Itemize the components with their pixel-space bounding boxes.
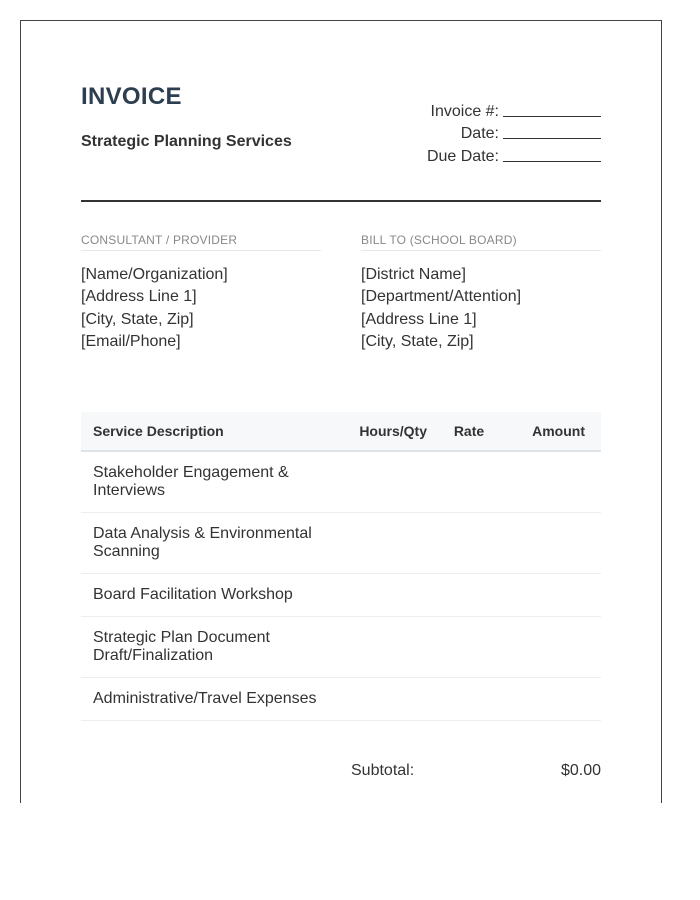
provider-line: [Email/Phone] (81, 333, 181, 351)
bill-to-block (361, 233, 601, 354)
invoice-number-row (341, 98, 601, 121)
subtotal-label: Subtotal: (351, 762, 415, 779)
due-date-label: Due Date: (426, 147, 499, 165)
service-rate[interactable] (435, 574, 503, 617)
column-header-rate: Rate (453, 423, 485, 439)
service-description: Strategic Plan Document Draft/Finalization (81, 617, 345, 678)
service-rate[interactable] (435, 513, 503, 574)
due-date-row (341, 143, 601, 166)
provider-block (81, 233, 321, 354)
column-header-hours: Hours/Qty (359, 423, 427, 439)
service-amount[interactable] (503, 574, 601, 617)
service-rate[interactable] (435, 678, 503, 721)
invoice-title: INVOICE (81, 83, 182, 110)
service-rate[interactable] (435, 617, 503, 678)
bill-to-line: [Address Line 1] (361, 310, 477, 328)
invoice-date-label: Date: (460, 125, 499, 142)
subtotal-row (351, 762, 601, 780)
service-hours[interactable] (345, 513, 435, 574)
table-row (81, 617, 601, 678)
provider-address (81, 264, 321, 354)
service-hours[interactable] (345, 574, 435, 617)
service-rate[interactable] (435, 451, 503, 513)
service-description: Administrative/Travel Expenses (81, 678, 345, 721)
invoice-date-field[interactable] (503, 137, 601, 139)
column-header-amount: Amount (532, 423, 585, 439)
service-description: Stakeholder Engagement & Interviews (81, 451, 345, 513)
table-header-row (81, 412, 601, 451)
table-row (81, 513, 601, 574)
table-row (81, 451, 601, 513)
service-hours[interactable] (345, 617, 435, 678)
bill-to-line: [District Name] (361, 266, 466, 283)
service-description: Board Facilitation Workshop (81, 574, 345, 617)
invoice-page (20, 20, 662, 803)
column-header-description: Service Description (93, 423, 224, 439)
invoice-number-label: Invoice #: (430, 102, 499, 120)
service-amount[interactable] (503, 678, 601, 721)
invoice-number-field[interactable] (503, 115, 601, 117)
service-amount[interactable] (503, 513, 601, 574)
invoice-date-row (341, 121, 601, 144)
provider-heading: CONSULTANT / PROVIDER (81, 233, 321, 251)
bill-to-line: [City, State, Zip] (361, 333, 474, 351)
header-divider (81, 200, 601, 202)
due-date-field[interactable] (503, 160, 601, 162)
invoice-subtitle: Strategic Planning Services (81, 133, 292, 150)
subtotal-value: $0.00 (560, 762, 601, 779)
provider-line: [Address Line 1] (81, 288, 197, 306)
table-row (81, 574, 601, 617)
service-amount[interactable] (503, 451, 601, 513)
services-table (81, 412, 601, 721)
invoice-meta (341, 98, 601, 166)
bill-to-line: [Department/Attention] (361, 288, 522, 306)
service-description: Data Analysis & Environmental Scanning (81, 513, 345, 574)
provider-line: [Name/Organization] (81, 266, 228, 283)
bill-to-heading: BILL TO (SCHOOL BOARD) (361, 233, 601, 251)
service-hours[interactable] (345, 451, 435, 513)
provider-line: [City, State, Zip] (81, 310, 194, 328)
service-hours[interactable] (345, 678, 435, 721)
table-row (81, 678, 601, 721)
service-amount[interactable] (503, 617, 601, 678)
bill-to-address (361, 264, 601, 354)
